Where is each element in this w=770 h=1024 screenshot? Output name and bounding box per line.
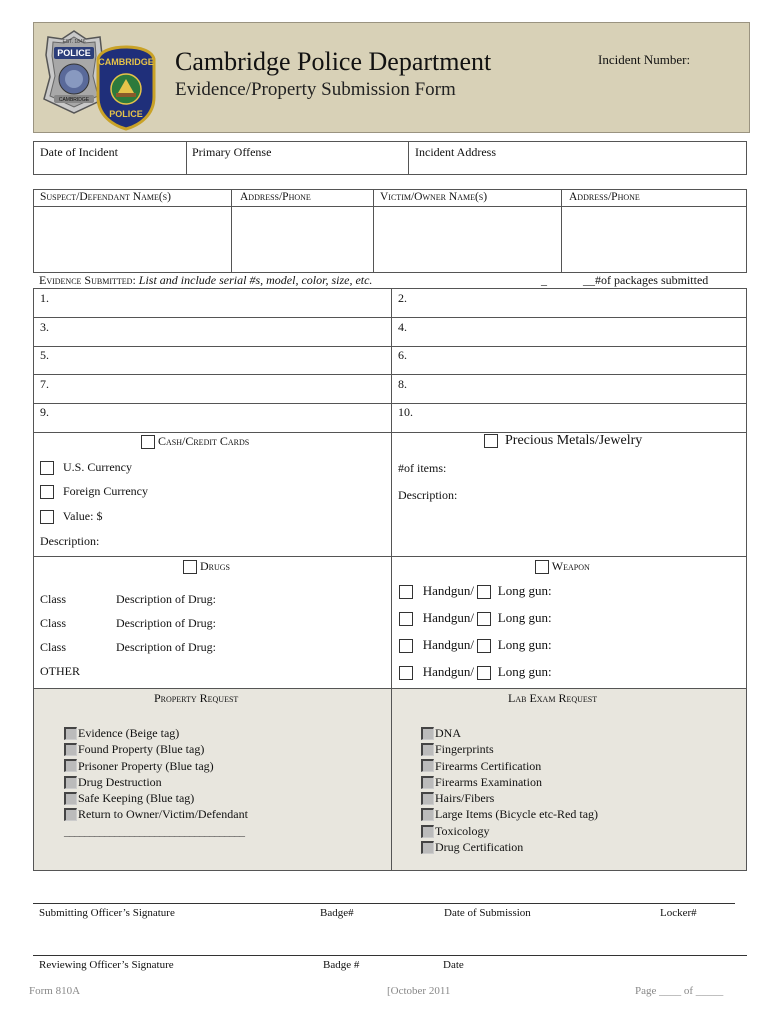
weapon-row-1: [399, 583, 552, 599]
lab-request-toxicology[interactable]: [421, 823, 598, 839]
drug-class-3[interactable]: Class: [40, 640, 67, 654]
lab-request-checkbox[interactable]: [421, 776, 434, 789]
weapon-heading: [535, 559, 590, 574]
long-gun-checkbox-2[interactable]: [477, 612, 491, 626]
long-gun-label-1: Long gun:: [497, 583, 552, 598]
handgun-checkbox-2[interactable]: [399, 612, 413, 626]
evidence-item-2[interactable]: 2.: [398, 291, 407, 305]
review-date-label: Date: [443, 959, 464, 971]
incident-address-field[interactable]: Incident Address: [415, 145, 496, 159]
evidence-item-1[interactable]: 1.: [40, 291, 49, 305]
suspect-address-input[interactable]: [233, 208, 372, 271]
lab-request-dna[interactable]: [421, 725, 598, 741]
drug-description-2[interactable]: Description of Drug:: [116, 616, 216, 630]
lab-request-firearms-certification[interactable]: [421, 758, 598, 774]
lab-request-checkbox[interactable]: [421, 841, 434, 854]
lab-request-checkbox[interactable]: [421, 808, 434, 821]
cash-value-checkbox[interactable]: [40, 510, 54, 524]
evidence-heading-label: Evidence Submitted:: [39, 273, 136, 287]
submitting-signature-line[interactable]: [33, 903, 735, 904]
form-revision-date: [October 2011: [387, 985, 451, 997]
lab-request-label: Hairs/Fibers: [435, 791, 495, 806]
jewelry-heading-label: Precious Metals/Jewelry: [505, 433, 643, 448]
evidence-item-9[interactable]: 9.: [40, 405, 49, 419]
lab-request-checkbox[interactable]: [421, 759, 434, 772]
drugs-checkbox[interactable]: [183, 560, 197, 574]
foreign-currency-label: Foreign Currency: [63, 484, 148, 498]
lab-request-label: Firearms Examination: [435, 774, 542, 789]
badge1-top-text: EST. 1846: [62, 39, 86, 45]
drugs-heading-label: Drugs: [200, 559, 231, 573]
victim-address-header: Address/Phone: [569, 191, 640, 203]
victim-address-input[interactable]: [563, 208, 746, 271]
victim-name-header: Victim/Owner Name(s): [380, 191, 488, 203]
lab-request-label: Large Items (Bicycle etc-Red tag): [435, 807, 599, 822]
weapon-row-2: [399, 610, 552, 626]
lab-request-label: Drug Certification: [435, 840, 524, 855]
lab-request-fingerprints[interactable]: [421, 741, 598, 757]
property-request-evidence[interactable]: [64, 725, 248, 741]
us-currency-option: [40, 460, 132, 475]
handgun-label-4: Handgun/: [422, 664, 475, 679]
jewelry-heading: [484, 433, 642, 449]
cash-checkbox[interactable]: [141, 435, 155, 449]
property-request-return-to-owner[interactable]: [64, 806, 248, 822]
foreign-currency-checkbox[interactable]: [40, 485, 54, 499]
weapon-checkbox[interactable]: [535, 560, 549, 574]
badge-number-label: Badge#: [320, 907, 354, 919]
long-gun-checkbox-1[interactable]: [477, 585, 491, 599]
cash-value-option: [40, 509, 102, 524]
badge1-main-text: POLICE: [57, 48, 91, 58]
lab-request-firearms-examination[interactable]: [421, 774, 598, 790]
handgun-label-3: Handgun/: [422, 637, 475, 652]
property-request-list: [64, 725, 248, 839]
evidence-item-5[interactable]: 5.: [40, 348, 49, 362]
property-request-checkbox[interactable]: [64, 792, 77, 805]
reviewing-signature-line[interactable]: [33, 955, 747, 956]
property-request-prisoner-property[interactable]: [64, 758, 248, 774]
lab-request-label: Firearms Certification: [435, 758, 542, 773]
handgun-checkbox-3[interactable]: [399, 639, 413, 653]
reviewing-badge-number-label: Badge #: [323, 959, 360, 971]
evidence-underscore: _: [541, 273, 547, 287]
evidence-item-10[interactable]: 10.: [398, 405, 413, 419]
drug-other-field[interactable]: OTHER: [40, 664, 80, 678]
property-request-checkbox[interactable]: [64, 727, 77, 740]
lab-request-label: Fingerprints: [435, 742, 494, 757]
cash-description-field[interactable]: Description:: [40, 534, 100, 548]
cash-value-label: Value: $: [62, 509, 103, 523]
jewelry-items-count-field[interactable]: #of items:: [398, 461, 447, 475]
drug-class-1[interactable]: Class: [40, 592, 67, 606]
property-request-blank-line[interactable]: ____________________________________: [64, 823, 244, 838]
suspect-address-header: Address/Phone: [240, 191, 311, 203]
drug-description-3[interactable]: Description of Drug:: [116, 640, 216, 654]
incident-info-row: [33, 141, 747, 175]
property-request-label: Evidence (Beige tag): [78, 726, 180, 740]
long-gun-checkbox-4[interactable]: [477, 666, 491, 680]
handgun-label-2: Handgun/: [422, 610, 475, 625]
evidence-instruction: List and include serial #s, model, color, size, etc.: [138, 273, 373, 287]
property-request-checkbox[interactable]: [64, 776, 77, 789]
weapon-row-3: [399, 637, 552, 653]
evidence-item-3[interactable]: 3.: [40, 320, 49, 334]
lab-request-checkbox[interactable]: [421, 825, 434, 838]
suspect-name-header: Suspect/Defendant Name(s): [40, 191, 171, 203]
weapon-row-4: [399, 664, 552, 680]
lab-request-label: DNA: [435, 726, 461, 740]
us-currency-label: U.S. Currency: [63, 460, 132, 474]
drug-class-2[interactable]: Class: [40, 616, 67, 630]
property-request-checkbox[interactable]: [64, 759, 77, 772]
cash-heading: [141, 434, 249, 449]
request-section: [33, 688, 747, 871]
form-header: [33, 22, 750, 133]
page-number: Page ____ of _____: [635, 985, 724, 997]
department-title: Cambridge Police Department: [175, 47, 492, 76]
weapon-heading-label: Weapon: [551, 559, 590, 573]
us-currency-checkbox[interactable]: [40, 461, 54, 475]
lab-request-checkbox[interactable]: [421, 727, 434, 740]
handgun-checkbox-1[interactable]: [399, 585, 413, 599]
parties-table: [33, 189, 747, 273]
property-request-label: Found Property (Blue tag): [78, 742, 205, 757]
locker-number-label: Locker#: [660, 907, 697, 919]
property-request-checkbox[interactable]: [64, 808, 77, 821]
property-request-heading: Property Request: [154, 691, 239, 705]
evidence-list: [33, 288, 747, 433]
property-request-safe-keeping[interactable]: [64, 790, 248, 806]
lab-request-checkbox[interactable]: [421, 743, 434, 756]
property-request-label: Safe Keeping (Blue tag): [78, 791, 195, 806]
badge1-bottom-text: CAMBRIDGE: [58, 97, 90, 103]
handgun-label-1: Handgun/: [422, 583, 475, 598]
cambridge-police-patch-logo: [96, 45, 156, 131]
date-of-incident-field[interactable]: Date of Incident: [40, 145, 118, 159]
item-category-section: [33, 432, 747, 691]
date-of-submission-label: Date of Submission: [444, 907, 531, 919]
badge2-bottom-text: POLICE: [109, 109, 143, 119]
victim-name-input[interactable]: [375, 208, 560, 271]
evidence-item-4[interactable]: 4.: [398, 320, 407, 334]
cash-heading-label: Cash/Credit Cards: [158, 434, 250, 448]
property-request-label: Return to Owner/Victim/Defendant: [78, 807, 248, 822]
form-title: Evidence/Property Submission Form: [175, 79, 456, 100]
lab-request-drug-certification[interactable]: [421, 839, 598, 855]
lab-request-label: Toxicology: [435, 823, 490, 838]
drugs-heading: [183, 559, 230, 574]
long-gun-label-3: Long gun:: [497, 637, 552, 652]
evidence-item-6[interactable]: 6.: [398, 348, 407, 362]
evidence-item-7[interactable]: 7.: [40, 377, 49, 391]
long-gun-checkbox-3[interactable]: [477, 639, 491, 653]
drug-description-1[interactable]: Description of Drug:: [116, 592, 216, 606]
incident-number-label[interactable]: Incident Number:: [598, 52, 691, 67]
foreign-currency-option: [40, 484, 148, 499]
lab-request-list: [421, 725, 598, 855]
badge2-top-text: CAMBRIDGE: [98, 57, 154, 67]
suspect-name-input[interactable]: [35, 208, 230, 271]
lab-request-large-items[interactable]: [421, 806, 598, 822]
lab-request-hairs-fibers[interactable]: [421, 790, 598, 806]
property-request-label: Drug Destruction: [78, 774, 162, 789]
submitting-officer-signature-label: Submitting Officer’s Signature: [39, 907, 175, 919]
evidence-heading: [39, 273, 372, 288]
long-gun-label-2: Long gun:: [497, 610, 552, 625]
reviewing-officer-signature-label: Reviewing Officer’s Signature: [39, 959, 174, 971]
jewelry-description-field[interactable]: Description:: [398, 488, 458, 502]
long-gun-label-4: Long gun:: [497, 664, 552, 679]
jewelry-checkbox[interactable]: [484, 434, 498, 448]
lab-request-checkbox[interactable]: [421, 792, 434, 805]
property-request-checkbox[interactable]: [64, 743, 77, 756]
form-number: Form 810A: [29, 985, 81, 997]
packages-submitted-field[interactable]: __#of packages submitted: [583, 273, 709, 287]
primary-offense-field[interactable]: Primary Offense: [192, 145, 272, 159]
handgun-checkbox-4[interactable]: [399, 666, 413, 680]
property-request-found-property[interactable]: [64, 741, 248, 757]
evidence-item-8[interactable]: 8.: [398, 377, 407, 391]
property-request-label: Prisoner Property (Blue tag): [78, 758, 214, 773]
lab-exam-request-heading: Lab Exam Request: [508, 691, 598, 705]
property-request-drug-destruction[interactable]: [64, 774, 248, 790]
